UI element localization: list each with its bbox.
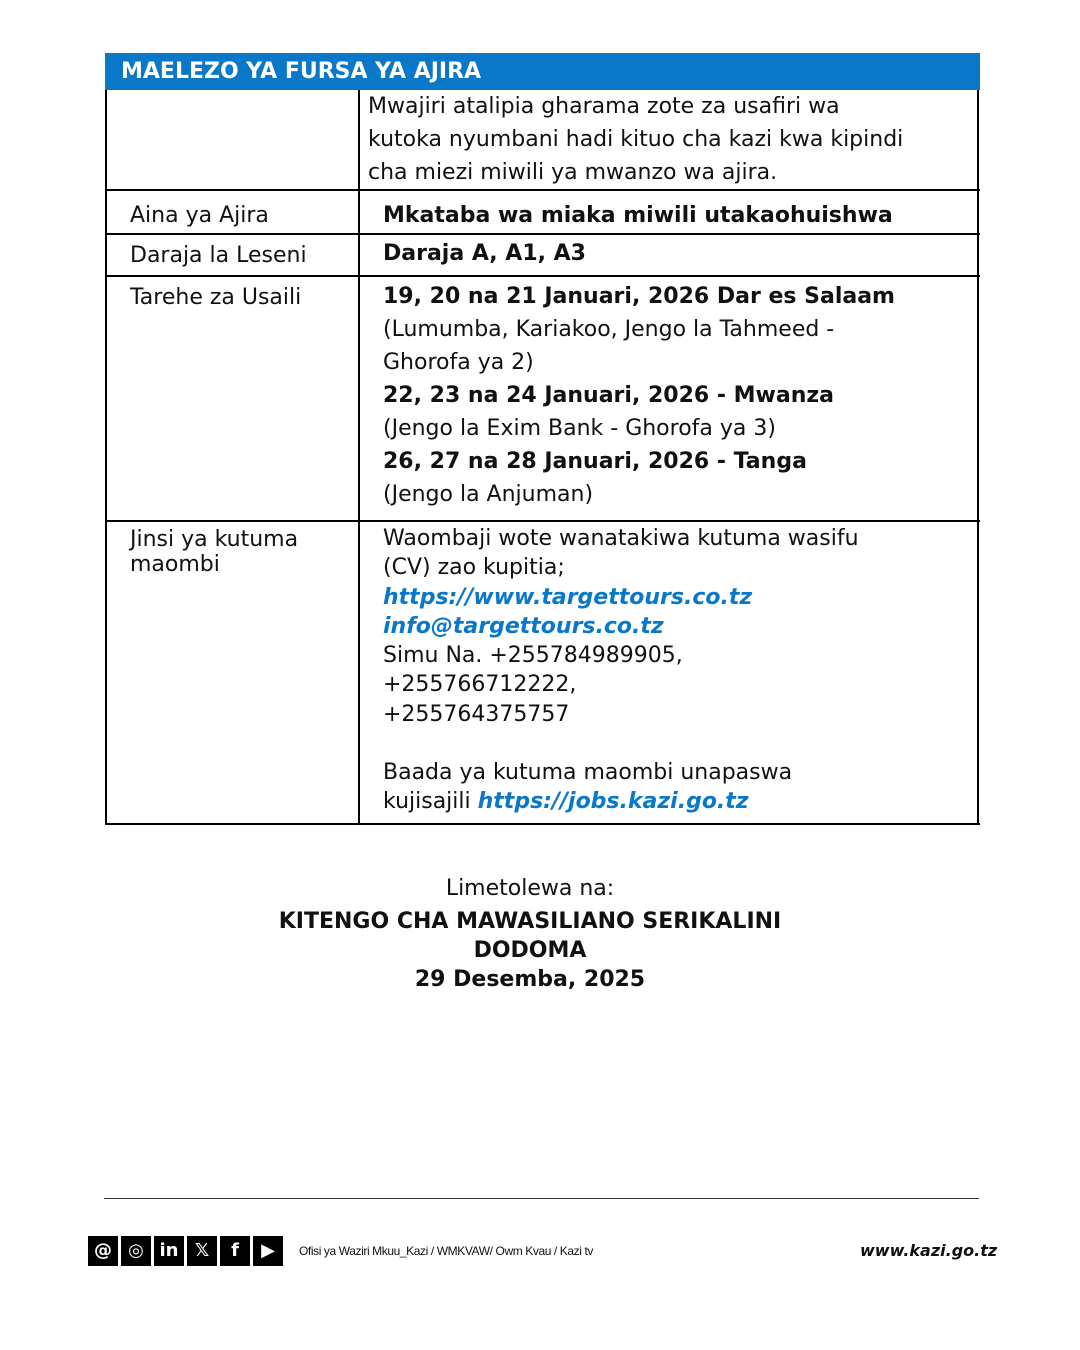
threads-icon[interactable]: @	[88, 1236, 118, 1266]
portal-link[interactable]: https://jobs.kazi.go.tz	[477, 789, 749, 815]
email-link[interactable]: info@targettours.co.tz	[383, 613, 664, 639]
transport-note	[368, 90, 978, 189]
x-icon[interactable]: 𝕏	[187, 1236, 217, 1266]
text-line: cha miezi miwili ya mwanzo wa ajira.	[368, 160, 778, 185]
text-line: Waombaji wote wanatakiwa kutuma wasifu	[383, 526, 859, 551]
social-handles: Ofisi ya Waziri Mkuu_Kazi / WMKVAW/ Owm Kvau / Kazi tv	[299, 1244, 594, 1258]
phone: Simu Na. +255784989905,	[383, 643, 683, 669]
phone: +255766712222,	[383, 672, 577, 698]
text-line: (Lumumba, Kariakoo, Jengo la Tahmeed -	[383, 317, 835, 342]
linkedin-icon[interactable]: in	[154, 1236, 184, 1266]
website-link[interactable]: https://www.targettours.co.tz	[383, 584, 753, 610]
label-license: Daraja la Leseni	[130, 243, 307, 268]
value-license: Daraja A, A1, A3	[383, 241, 586, 266]
text-line: Mwajiri atalipia gharama zote za usafiri wa	[368, 94, 840, 119]
text-line: Ghorofa ya 2)	[383, 350, 534, 375]
footer-divider	[104, 1198, 979, 1199]
social-icons	[88, 1236, 286, 1266]
table-header: MAELEZO YA FURSA YA AJIRA	[105, 53, 980, 90]
label-how-to-apply: Jinsi ya kutuma maombi	[130, 527, 299, 577]
issuer-date: 29 Desemba, 2025	[414, 967, 646, 992]
issuer-org: KITENGO CHA MAWASILIANO SERIKALINI	[278, 909, 782, 934]
footer-website[interactable]: www.kazi.go.tz	[860, 1241, 998, 1260]
instagram-icon[interactable]: ◎	[121, 1236, 151, 1266]
text-line: (CV) zao kupitia;	[383, 555, 565, 581]
text-line: kujisajili	[383, 789, 471, 815]
value-employment-type: Mkataba wa miaka miwili utakaohuishwa	[383, 203, 893, 228]
label-interview-dates: Tarehe za Usaili	[130, 285, 302, 310]
phone: +255764375757	[383, 701, 570, 727]
youtube-icon[interactable]: ▶	[253, 1236, 283, 1266]
facebook-icon[interactable]: f	[220, 1236, 250, 1266]
text-line: (Jengo la Anjuman)	[383, 482, 594, 507]
text-line: 22, 23 na 24 Januari, 2026 - Mwanza	[383, 383, 835, 408]
text-line: Baada ya kutuma maombi unapaswa	[383, 760, 793, 786]
value-interview-dates	[383, 280, 973, 511]
value-how-to-apply	[383, 524, 973, 817]
text-line: kutoka nyumbani hadi kituo cha kazi kwa kipindi	[368, 127, 904, 152]
text-line: 19, 20 na 21 Januari, 2026 Dar es Salaam	[383, 284, 895, 309]
text-line: 26, 27 na 28 Januari, 2026 - Tanga	[383, 449, 807, 474]
issuer-city: DODOMA	[473, 938, 587, 963]
label-employment-type: Aina ya Ajira	[130, 203, 269, 228]
text-line: (Jengo la Exim Bank - Ghorofa ya 3)	[383, 416, 776, 441]
issuer-intro: Limetolewa na:	[445, 876, 615, 901]
